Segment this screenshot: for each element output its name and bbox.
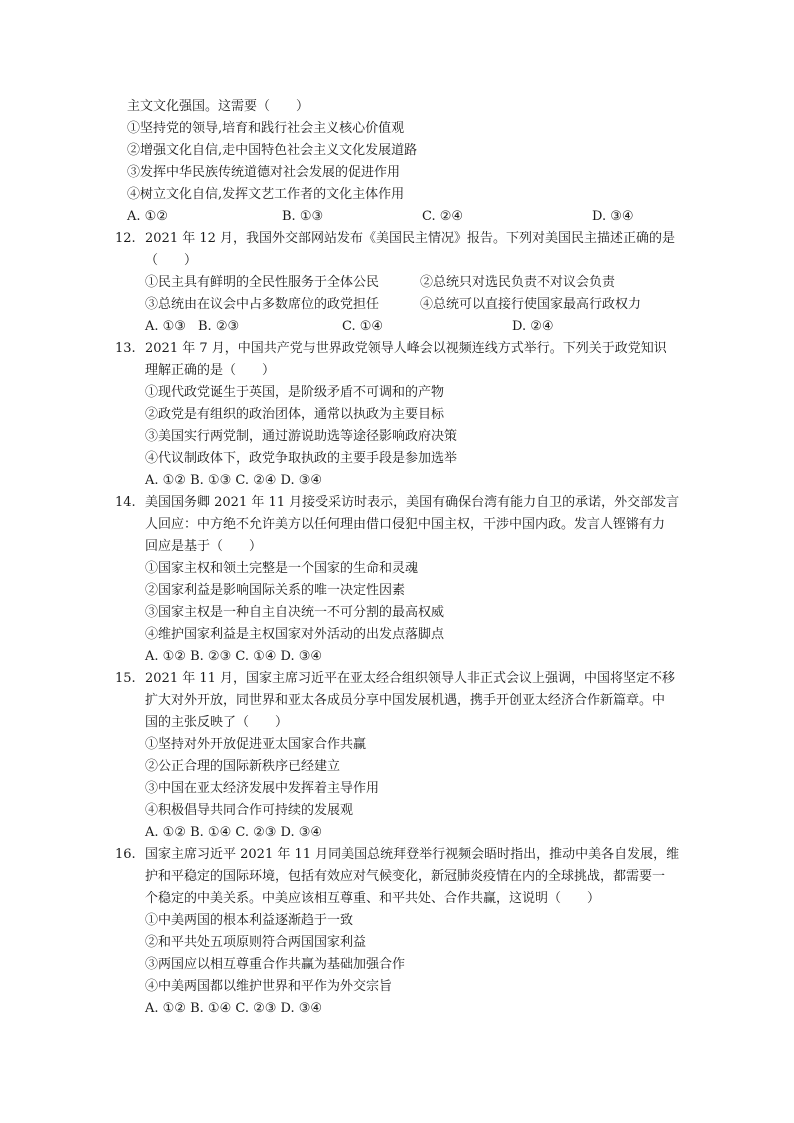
q14-item-3: ③国家主权是一种自主自决统一不可分割的最高权威 (145, 605, 445, 620)
q16-item-1: ①中美两国的根本利益逐渐趋于一致 (145, 913, 354, 928)
q14-number: 14. (115, 495, 136, 510)
q15-stem-line-1: 2021 年 11 月，国家主席习近平在亚太经合组织领导人非正式会议上强调，中国将坚定不移 (145, 671, 676, 686)
q12-stem-line-2: （ ） (145, 253, 198, 268)
q14-stem-line-1: 美国国务卿 2021 年 11 月接受采访时表示，美国有确保台湾有能力自卫的承诺，外交部发言 (145, 495, 680, 510)
q16-item-2: ②和平共处五项原则符合两国国家利益 (145, 935, 367, 950)
q12-number: 12. (115, 231, 136, 246)
q16-stem-line-2: 护和平稳定的国际环境，包括有效应对气候变化，新冠肺炎疫情在内的全球挑战，都需要一 (145, 869, 666, 884)
q12-item-4: ④总统可以直接行使国家最高行政权力 (420, 297, 642, 312)
q14-item-4: ④维护国家利益是主权国家对外活动的出发点落脚点 (145, 627, 445, 642)
q12-answer-b: B. ②③ (198, 319, 240, 334)
q11-item-3: ③发挥中华民族传统道德对社会发展的促进作用 (127, 165, 401, 180)
q12-item-2: ②总统只对选民负责不对议会负责 (420, 275, 616, 290)
q14-stem-line-2: 人回应：中方绝不允许美方以任何理由借口侵犯中国主权，干涉中国内政。发言人铿锵有力 (145, 517, 666, 532)
q11-answer-b: B. ①③ (282, 209, 324, 224)
q13-item-1: ①现代政党诞生于英国，是阶级矛盾不可调和的产物 (145, 385, 445, 400)
q13-answers: A. ①② B. ①③ C. ②④ D. ③④ (145, 473, 323, 488)
q15-answers: A. ①② B. ①④ C. ②③ D. ③④ (145, 825, 323, 840)
q12-item-1: ①民主具有鲜明的全民性服务于全体公民 (145, 275, 380, 290)
q15-item-2: ②公正合理的国际新秩序已经建立 (145, 759, 341, 774)
q11-answer-c: C. ②④ (422, 209, 464, 224)
q15-item-3: ③中国在亚太经济发展中发挥着主导作用 (145, 781, 380, 796)
q14-item-1: ①国家主权和领土完整是一个国家的生命和灵魂 (145, 561, 419, 576)
q16-item-3: ③两国应以相互尊重合作共赢为基础加强合作 (145, 957, 406, 972)
q15-number: 15. (115, 671, 136, 686)
q12-stem-line-1: 2021 年 12 月，我国外交部网站发布《美国民主情况》报告。下列对美国民主描述正确的是 (145, 231, 676, 246)
q11-stem-tail: 主文文化强国。这需要（ ） (127, 99, 310, 114)
q15-stem-line-3: 国的主张反映了（ ） (145, 715, 289, 730)
q15-item-1: ①坚持对外开放促进亚太国家合作共赢 (145, 737, 367, 752)
q13-item-3: ③美国实行两党制，通过游说助选等途径影响政府决策 (145, 429, 458, 444)
q16-answers: A. ①② B. ①④ C. ②③ D. ③④ (145, 1001, 323, 1016)
q15-item-4: ④积极倡导共同合作可持续的发展观 (145, 803, 354, 818)
q11-item-4: ④树立文化自信,发挥文艺工作者的文化主体作用 (127, 187, 405, 202)
q11-item-1: ①坚持党的领导,培育和践行社会主义核心价值观 (127, 121, 405, 136)
q13-item-2: ②政党是有组织的政治团体，通常以执政为主要目标 (145, 407, 445, 422)
q14-stem-line-3: 回应是基于（ ） (145, 539, 263, 554)
q13-stem-line-1: 2021 年 7 月，中国共产党与世界政党领导人峰会以视频连线方式举行。下列关于政党知识 (145, 341, 667, 356)
q16-number: 16. (115, 847, 136, 862)
q14-item-2: ②国家利益是影响国际关系的唯一决定性因素 (145, 583, 406, 598)
q13-number: 13. (115, 341, 136, 356)
q14-answers: A. ①② B. ②③ C. ①④ D. ③④ (145, 649, 323, 664)
q12-item-3: ③总统由在议会中占多数席位的政党担任 (145, 297, 380, 312)
q16-stem-line-3: 个稳定的中美关系。中美应该相互尊重、和平共处、合作共赢，这说明（ ） (145, 891, 601, 906)
q12-answer-d: D. ②④ (512, 319, 554, 334)
q13-item-4: ④代议制政体下，政党争取执政的主要手段是参加选举 (145, 451, 458, 466)
q16-stem-line-1: 国家主席习近平 2021 年 11 月同美国总统拜登举行视频会晤时指出，推动中美各自发展，维 (145, 847, 680, 862)
q12-answer-c: C. ①④ (342, 319, 384, 334)
q11-answer-a: A. ①② (127, 209, 168, 224)
q13-stem-line-2: 理解正确的是（ ） (145, 363, 276, 378)
q11-answer-d: D. ③④ (592, 209, 634, 224)
q16-item-4: ④中美两国都以维护世界和平作为外交宗旨 (145, 979, 393, 994)
q12-answer-a: A. ①③ (145, 319, 186, 334)
q15-stem-line-2: 扩大对外开放，同世界和亚太各成员分享中国发展机遇，携手开创亚太经济合作新篇章。中 (145, 693, 666, 708)
q11-item-2: ②增强文化自信,走中国特色社会主义文化发展道路 (127, 143, 418, 158)
